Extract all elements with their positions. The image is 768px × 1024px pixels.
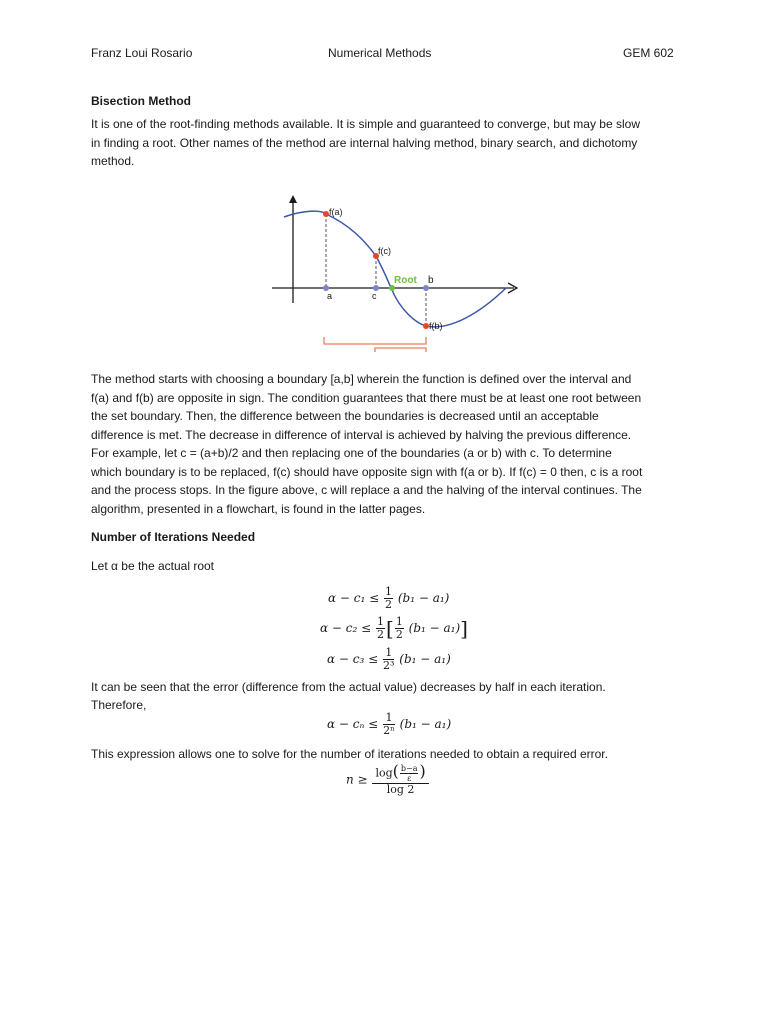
eq3-lhs: α − c₃ ≤ [327, 652, 379, 666]
y-axis-arrow [289, 195, 297, 203]
function-curve [284, 211, 506, 327]
eqn-lhs: α − cₙ ≤ [327, 717, 379, 731]
intro-line: method. [91, 154, 135, 168]
header-course-title: Numerical Methods [328, 46, 432, 60]
iterations-formula [346, 761, 430, 796]
eqn-fraction: $\frac{1}{\text{2ⁿ}}$ [383, 711, 395, 737]
method-line: difference is met. The decrease in difference of interval is achieved by halving the previous difference. [91, 427, 632, 442]
error-line-2: Therefore, [91, 698, 147, 712]
equation-3 [327, 647, 451, 672]
method-line: and the process stops. In the figure above, c will replace a and the halving of the interval continues. The [91, 483, 642, 497]
eq2-lhs: α − c₂ ≤ [320, 621, 372, 635]
label-fb: f(b) [429, 321, 443, 331]
equation-1 [328, 586, 449, 611]
eq2-interval: (b₁ − a₁) [408, 621, 461, 635]
header-course-code: GEM 602 [623, 46, 674, 60]
equation-2: α − c₂ ≤ $\frac{1}{2}$ [ $\frac{1}{2}$ (b₁ − a₁)] [320, 615, 468, 641]
method-line: For example, let c = (a+b)/2 and then replacing one of the boundaries (a or b) with c. To determine [91, 446, 612, 460]
label-a: a [327, 291, 333, 301]
expression-line: This expression allows one to solve for the number of iterations needed to obtain a required error. [91, 747, 608, 761]
equation-n [327, 712, 451, 737]
method-line: The method starts with choosing a boundary [a,b] wherein the function is defined over the interval and [91, 372, 632, 386]
section-title-iterations: Number of Iterations Needed [91, 530, 256, 544]
method-line: f(a) and f(b) are opposite in sign. The condition guarantees that there must be at least one root between [91, 390, 642, 405]
header-author: Franz Loui Rosario [91, 46, 193, 60]
bracket-interval-ab [324, 337, 426, 344]
error-line-1: It can be seen that the error (difference from the actual value) decreases by half in each iteration. [91, 680, 606, 694]
intro-line: It is one of the root-finding methods available. It is simple and guaranteed to converge, but may be slow [91, 117, 640, 131]
label-c: c [372, 291, 377, 301]
eq1-interval: (b₁ − a₁) [397, 591, 450, 605]
n-lhs: n ≥ [346, 772, 368, 787]
section-title-bisection: Bisection Method [91, 94, 192, 108]
label-b: b [428, 275, 434, 286]
method-line: algorithm, presented in a flowchart, is found in the latter pages. [91, 501, 426, 516]
eq3-interval: (b₁ − a₁) [399, 652, 451, 666]
bracket-interval-cb [375, 348, 426, 352]
eq1-lhs: α − c₁ ≤ [328, 591, 380, 605]
label-fc: f(c) [378, 246, 391, 256]
log-fraction: log( $\frac{b-a}{\varepsilon}$ ) log 2 [372, 764, 428, 796]
method-line: the set boundary. Then, the difference between the boundaries is decreased until an acceptable [91, 409, 599, 423]
eq3-fraction: $\frac{1}{\text{2³}}$ [383, 646, 395, 672]
eq2-inner-half-fraction: $\frac{1}{2}$ [395, 615, 403, 641]
bisection-figure [270, 193, 526, 358]
eq2-outer-half-fraction: $\frac{1}{2}$ [377, 615, 385, 641]
label-fa: f(a) [329, 207, 343, 217]
intro-line: in finding a root. Other names of the method are internal halving method, binary search, and dichotomy [91, 135, 638, 150]
intro-paragraph [91, 115, 678, 171]
eqn-interval: (b₁ − a₁) [399, 717, 452, 731]
label-root: Root [394, 275, 417, 286]
let-alpha-line: Let α be the actual root [91, 559, 215, 573]
method-paragraph [91, 370, 678, 518]
eq1-half-fraction: $\frac{1}{2}$ [385, 585, 393, 611]
method-line: which boundary is to be replaced, f(c) should have opposite sign with f(a or b). If f(c) = 0 then, c is a root [91, 464, 643, 479]
